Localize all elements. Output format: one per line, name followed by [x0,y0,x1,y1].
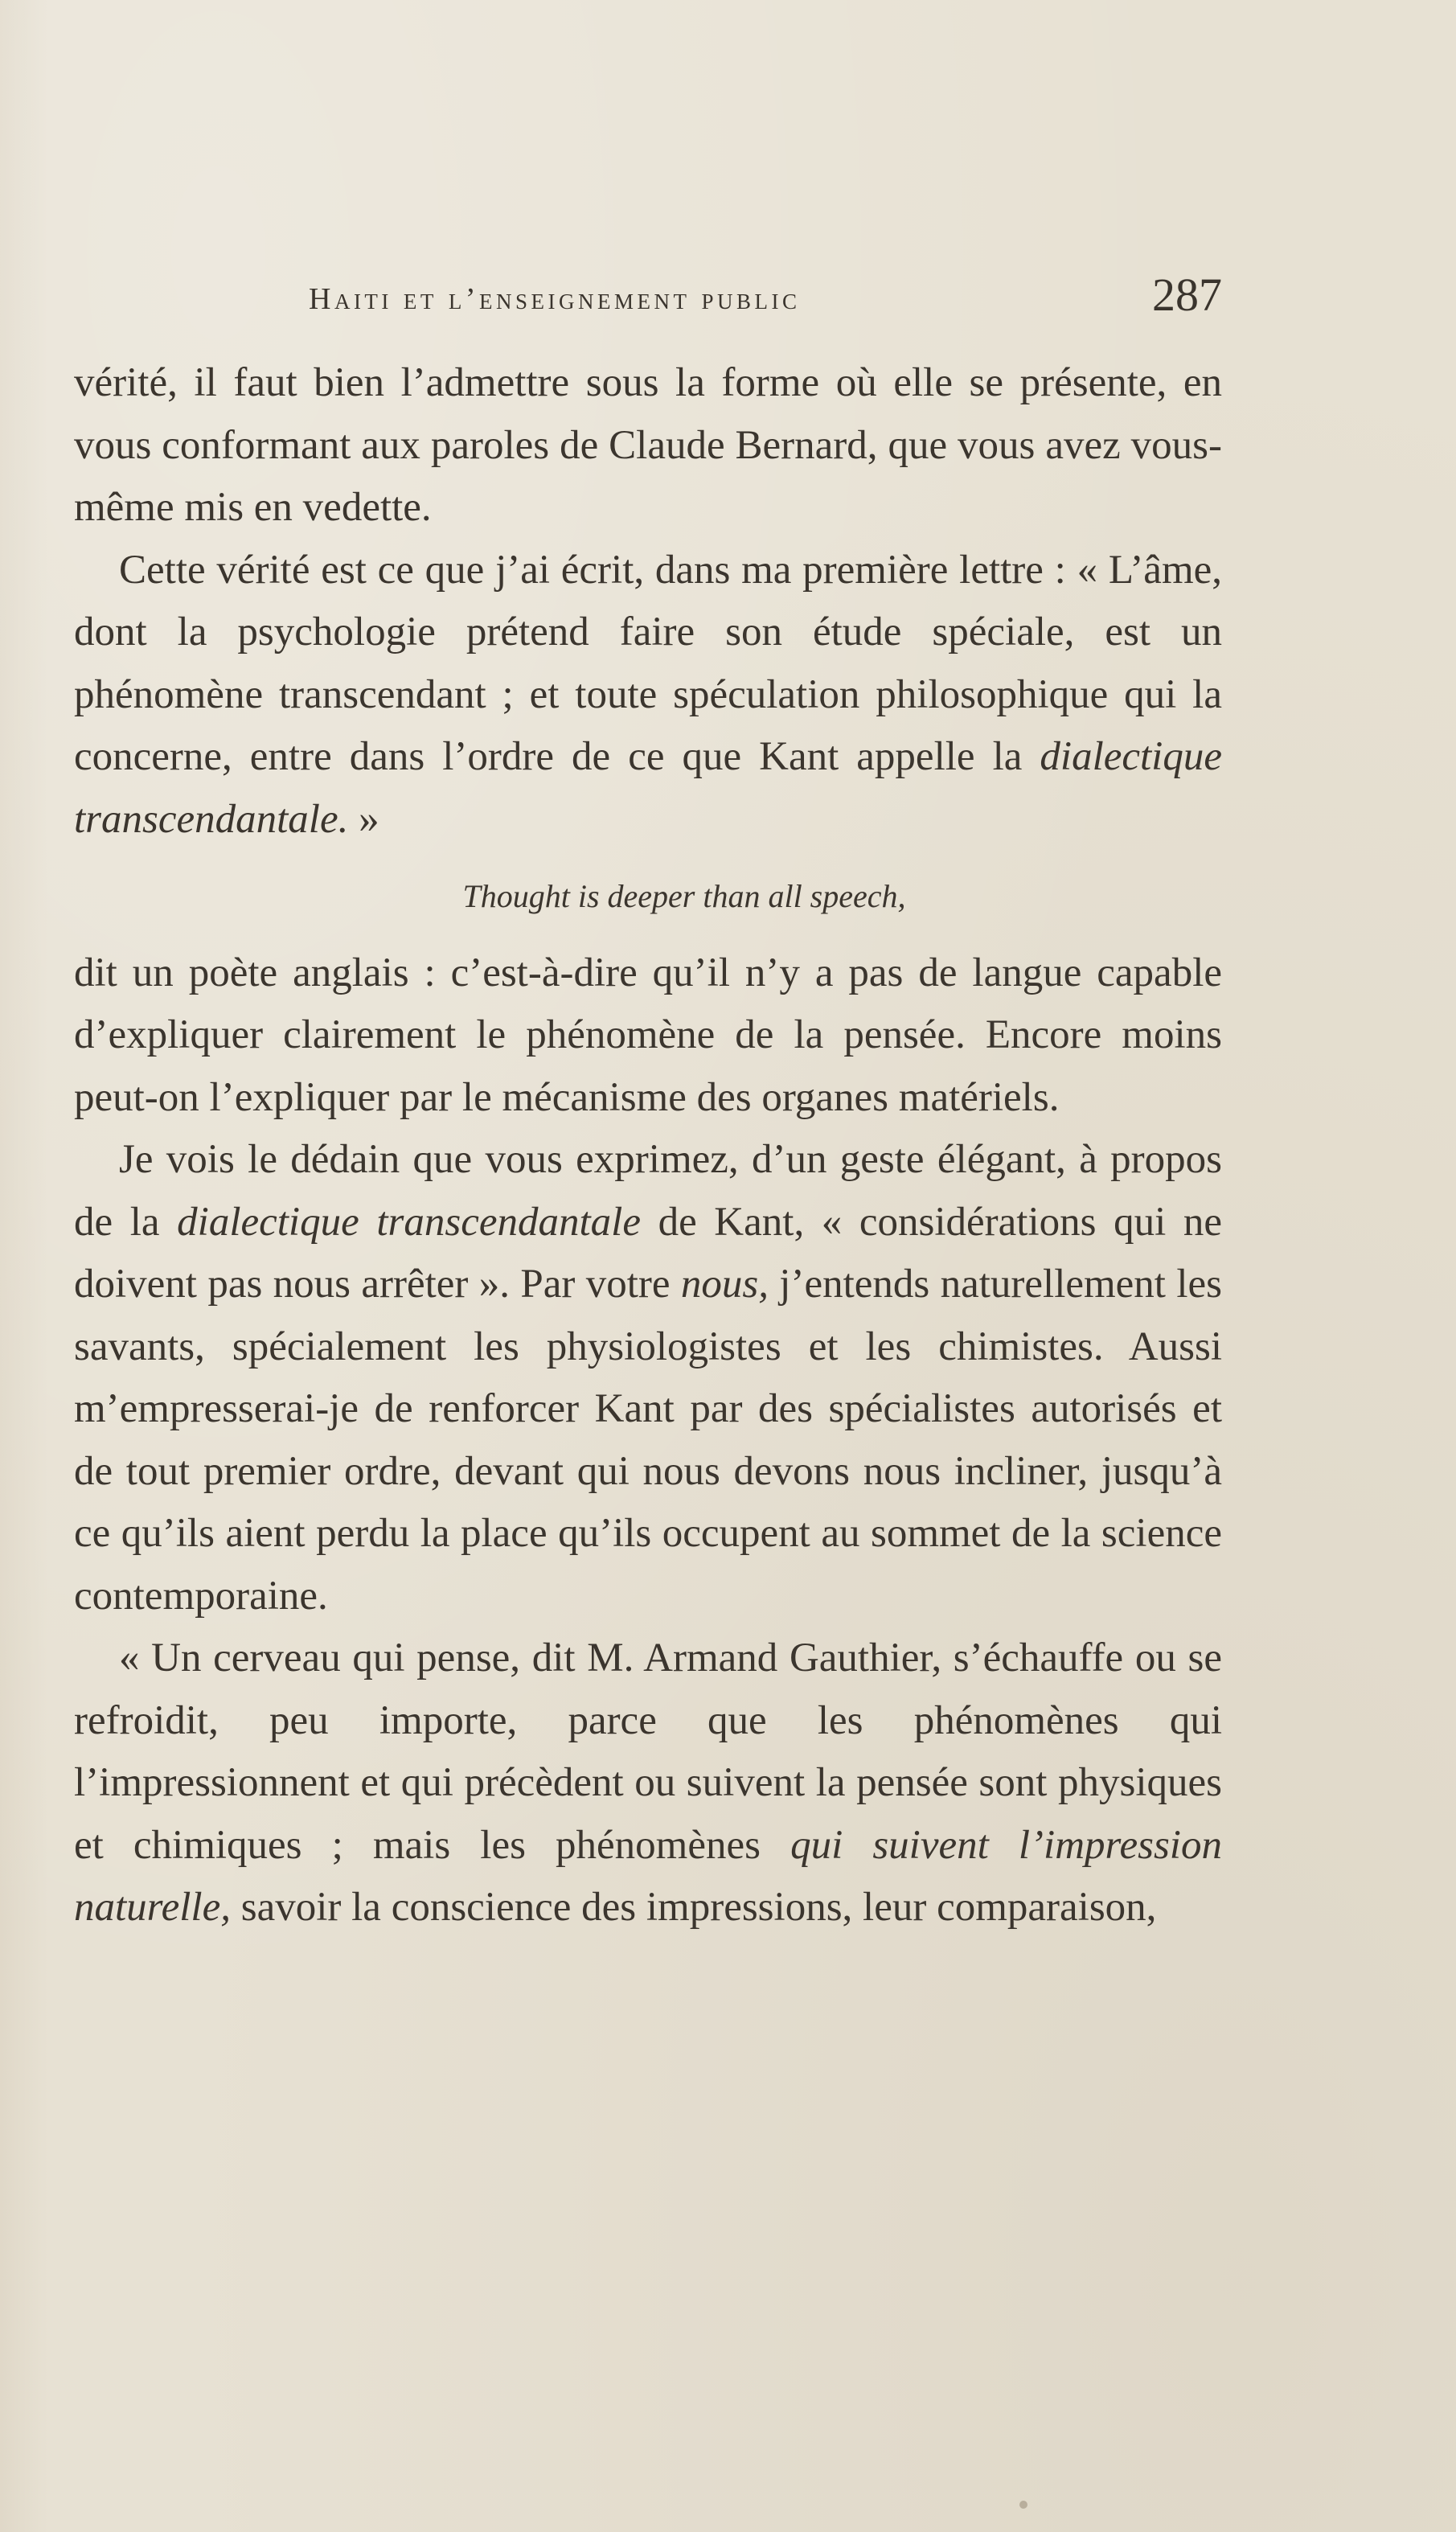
paragraph-5 [74,1627,1222,1939]
paragraph-2-italic: dialectique transcendantale. [74,734,1222,842]
paragraph-2-text: Cette vérité est ce que j’ai écrit, dans ma première lettre : « L’âme, dont la psychologie prétend faire son étude spéciale, est un phénomène transcendant ; et toute spéculation philosophique qui la concerne, entre dans l’ordre de ce que Kant appelle la [74,547,1222,779]
paragraph-2 [74,540,1222,852]
paragraph-4-text-b: de Kant, « considérations qui ne doivent pas nous arrêter ». Par votre [74,1199,1222,1307]
paragraph-4-italic-1: dialectique transcendantale [177,1199,641,1245]
paragraph-2-end: » [348,796,379,842]
paragraph-5-text-a: « Un cerveau qui pense, dit M. Armand Gauthier, s’échauffe ou se refroidit, peu importe, parce que les phénomènes qui l’impressionnent et qui précèdent ou suivent la pensée sont physiques et chimiques ; mais les phénomènes [74,1635,1222,1868]
paragraph-4 [74,1129,1222,1627]
epigraph-quote: Thought is deeper than all speech, [462,878,906,914]
page-number: 287 [1152,269,1222,321]
running-title: Haiti et l’enseignement public [309,282,801,316]
paragraph-4-text-a: Je vois le dédain que vous exprimez, d’un geste élégant, à propos de la [74,1137,1222,1245]
paper-speck [1019,2501,1027,2509]
paragraph-3: dit un poète anglais : c’est-à-dire qu’il n’y a pas de langue capable d’expliquer clairement le phénomène de la pensée. Encore moins peut-on l’expliquer par le mécanisme des organes matériels. [74,950,1222,1120]
paragraph-4-italic-2: nous, [680,1262,769,1307]
paragraph-5-italic: qui suivent l’impression naturelle, [74,1822,1222,1930]
paragraph-5-text-b: savoir la conscience des impressions, leur comparaison, [231,1885,1157,1930]
paragraph-4-text-c: j’entends naturellement les savants, spécialement les physiologistes et les chimistes. Aussi m’empresserai-je de renforcer Kant par des spécialistes autorisés et de tout premier ordre, devant qui nous devons nous incliner, jusqu’à ce qu’ils aient perdu la place qu’ils occupent au sommet de la science contemporaine. [74,1262,1222,1619]
paragraph-1: vérité, il faut bien l’admettre sous la forme où elle se présente, en vous conformant aux paroles de Claude Bernard, que vous avez vous-même mis en vedette. [74,360,1222,530]
running-head [297,257,1222,322]
body-text [74,352,1222,1939]
